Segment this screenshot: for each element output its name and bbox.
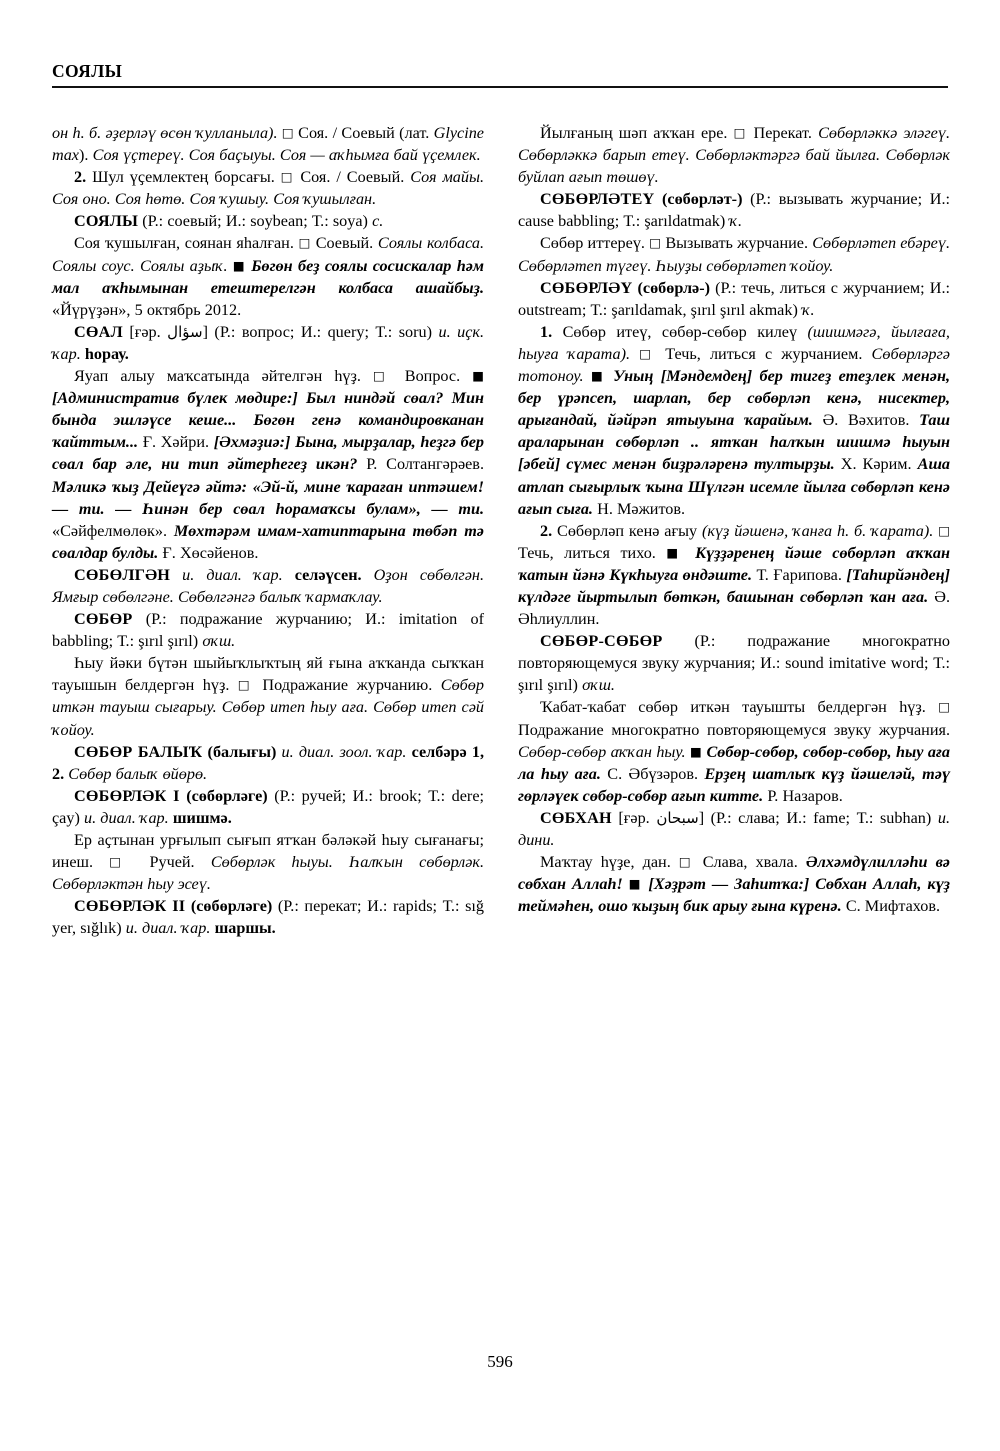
filled-square-marker: ■	[666, 544, 685, 560]
text-run: Йылғаның шәп аҡҡан ере.	[540, 124, 734, 142]
entry-block	[52, 895, 484, 939]
text-run: «Йүрүҙән», 5 октябрь 2012.	[52, 300, 242, 319]
entry-block	[518, 630, 950, 696]
italic-run: оҡш.	[582, 676, 615, 695]
bold-run: һорау.	[84, 344, 129, 363]
right-column	[518, 122, 950, 939]
filled-square-marker: ■	[690, 743, 703, 759]
columns-container	[52, 122, 950, 939]
bold-run: 2.	[540, 521, 553, 540]
entry-block	[52, 652, 484, 740]
text-run: Р. Назаров.	[767, 786, 843, 805]
text-run: Яуап алыу маҡсатында әйтелгән һүҙ.	[74, 367, 374, 386]
headword: СӨБӨРЛӘҮ	[540, 278, 633, 297]
citation-run: [Таһирйәндең] күлдәге йыртылып бөткән, башынан сөбөрләп ҡан ағa.	[518, 565, 951, 606]
italic-run: һ. б. әҙерләү өсөн ҡулланыла).	[72, 124, 282, 142]
citation-run: Мөхтәрәм имам-хатиптарына төбәп тә сөалдар булды.	[52, 521, 484, 562]
entry-block	[518, 122, 950, 188]
filled-square-marker: ■	[232, 257, 246, 273]
text-run: Слава, хвала.	[694, 853, 806, 872]
text-run: С. Мифтахов.	[845, 897, 941, 916]
left-column	[52, 122, 484, 939]
italic-run: Сөбөрләккә эләгеү. Сөбөрләккә барып етеү. Сөбөрләктәргә бай йылға. Сөбөрләк буйлап ағып төшөү.	[518, 124, 950, 187]
text-run: ] (Р.: слава; И.: fame; Т.: subhan)	[698, 808, 938, 827]
entry-block	[518, 232, 950, 276]
italic-run: он	[52, 124, 73, 142]
italic-run: ҡ.	[802, 300, 815, 319]
arabic-etymology: سؤال	[167, 322, 203, 341]
entry-block	[518, 520, 950, 630]
entry-block	[52, 608, 484, 652]
text-run: Н. Мәжитов.	[597, 499, 686, 518]
text-run: [ғәр.	[122, 322, 168, 341]
citation-run: Мәликә ҡыҙ Дейеүгә әйтә: «Эй-й, мине ҡараған иптәшем! — ти. — Һинән бер сөал һорамаҡсы булам», — ти.	[52, 477, 484, 518]
italic-run: и. диал. ҡар.	[170, 565, 295, 584]
filled-square-marker: ■	[590, 368, 606, 384]
bold-run: (сөбөрлә-)	[632, 278, 711, 297]
headword: СӨБӨРЛӘК I	[74, 786, 180, 805]
italic-run: Сөбөрләтеп ебәреү. Сөбөрләтеп түгеү. Һыуҙы сөбөрләтеп ҡойоу.	[518, 234, 951, 275]
text-run: (Р.: течь, литься с журчанием; И.: outstream; Т.: şarıldamak, şırıl şırıl akmak)	[518, 278, 951, 319]
entry-block	[518, 321, 950, 520]
headword: СОЯЛЫ	[74, 212, 139, 231]
text-run: Соя ҡушылған, соянан яһалған.	[74, 234, 299, 253]
italic-run: Соя майы. Соя оно. Соя һөтө. Соя ҡушыу. Соя ҡушылған.	[52, 168, 484, 209]
open-square-marker: □	[109, 854, 134, 870]
italic-run: и. дини.	[518, 808, 950, 849]
citation-run: Аша атлап сығырлыҡ ҡына Шүлгән исемле йылға сөбөрләп кенә ағып сыға.	[518, 455, 951, 518]
text-run: Соя. / Соевый (лат.	[293, 124, 434, 142]
entry-block	[52, 122, 484, 166]
entry-block	[52, 741, 484, 785]
text-run: Т. Ғарипова.	[756, 565, 847, 584]
italic-run: с.	[372, 212, 384, 231]
italic-run: (шишмәгә, йылғаға, һыуға ҡарата).	[518, 322, 950, 363]
text-run: ).	[78, 146, 93, 165]
bold-run: (сөбөрләге)	[185, 897, 273, 916]
page-number: 596	[487, 1352, 513, 1371]
citation-run: Сөбөр-сөбөр, сөбөр-сөбөр, һыу ағa ла һыу ағa.	[518, 742, 950, 783]
text-run: Маҡтау һүҙе, дан.	[540, 853, 679, 872]
text-run: (Р.: соевый; И.: soybean; Т.: soya)	[138, 212, 373, 231]
entry-block	[52, 321, 484, 365]
open-square-marker: □	[649, 235, 662, 251]
italic-run: Сөбөр балыҡ өйөрө.	[64, 764, 208, 783]
headword: СӨБХАН	[540, 808, 612, 827]
entry-block	[52, 829, 484, 895]
bold-run: 2.	[74, 168, 87, 187]
entry-block	[52, 365, 484, 564]
open-square-marker: □	[639, 345, 657, 361]
entry-block	[518, 851, 950, 917]
arabic-etymology: سبحان	[656, 808, 699, 827]
text-run: Вопрос.	[392, 367, 473, 386]
headword: СӨБӨР-СӨБӨР	[540, 632, 663, 651]
bold-run: (балығы)	[202, 742, 277, 761]
bold-run: (сөбөрләге)	[179, 786, 268, 805]
italic-run: и. диал. зоол. ҡар.	[276, 742, 412, 761]
bold-run: 1.	[540, 322, 553, 341]
text-run: (Р.: перекат; И.: rapids; Т.: sığ yer, sığlık)	[52, 897, 484, 938]
text-run: Соевый.	[310, 234, 378, 253]
italic-run: Glycine max	[52, 124, 484, 165]
bold-run: селбәрә 1, 2.	[52, 742, 485, 783]
headword: СӨАЛ	[74, 322, 123, 341]
text-run: Ҡабат-ҡабат сөбөр иткән тауышты белдергән һүҙ.	[540, 698, 939, 717]
italic-run: ҡ.	[729, 212, 742, 231]
citation-run: [Административ бүлек мөдире:] Был ниндәй сөал? Мин бында эшләүсе кеше... Бөгөн генә командировканан ҡайттым...	[52, 389, 484, 452]
bold-run: шишмә.	[172, 808, 232, 827]
text-run: Ә. Вәхитов.	[822, 411, 920, 430]
text-run: Р. Солтангәрәев.	[366, 455, 485, 474]
text-run: Ручей.	[133, 853, 211, 872]
citation-run: Күҙҙәренең йәше сөбөрләп аҡҡан ҡатын йәнә Күкһыуға өндәште.	[518, 543, 950, 584]
text-run: Ер аҫтынан урғылып сығып ятҡан бәләкәй һыу сығанағы; инеш.	[52, 831, 484, 872]
italic-run: Сөбөрләргә тотоноу.	[518, 344, 950, 386]
running-head-rule	[52, 86, 948, 88]
filled-square-marker: ■	[628, 876, 643, 892]
text-run: (Р.: ручей; И.: brook; Т.: dere; çay)	[52, 786, 484, 827]
citation-run: Бөгөн беҙ соялы сосискалар һәм мал аҡһымынан етештерелгән колбаса ашайбыҙ.	[52, 256, 485, 297]
text-run: Сөбөр итеү, сөбөр-сөбөр килеү	[552, 322, 808, 341]
italic-run: и. иҫк. ҡар.	[52, 322, 485, 363]
text-run: Һыу йәки бүтән шыйыҡлыҡтың яй ғына аҡҡанда сыҡҡан тауышын белдергән һүҙ.	[52, 654, 484, 695]
entry-block	[518, 277, 950, 321]
italic-run: оҡш.	[202, 632, 236, 651]
citation-run: [Хәҙрәт — Заһитҡа:] Сөбхан Аллаһ, күҙ теймәһен, ошо ҡыҙың бик арыу ғына күренә.	[518, 875, 950, 916]
text-run: (Р.: подражание журчанию; И.: imitation of babbling; Т.: şırıl şırıl)	[52, 610, 484, 651]
italic-run: Соя үҫтереү. Соя баҫыуы. Соя — аҡһымға бай үҫемлек.	[92, 146, 481, 165]
text-run: «Сәйфелмөлөк».	[52, 521, 174, 540]
text-run: Шул үҫемлектең борсағы.	[86, 168, 281, 187]
citation-run: [Әхмәҙиә:] Бына, мырҙалар, һеҙгә бер сөал бар әле, ни тип әйтерһегеҙ икән?	[52, 433, 484, 474]
text-run: Течь, литься с журчанием.	[656, 344, 872, 363]
bold-run: (сөбөрләт-)	[654, 190, 743, 209]
open-square-marker: □	[733, 125, 748, 140]
bold-run: селәүсен.	[294, 565, 362, 584]
citation-run: Таш араларынан сөбөрләп .. ятҡан һалҡын шишмә һыуын [әбей] сүмес менән биҙрәләренә тултырҙы.	[518, 411, 950, 474]
text-run: Подражание многократно повторяющемуся звуку журчания.	[518, 720, 950, 739]
italic-run: Сөбөрләк һыуы. Һалҡын сөбөрләк. Сөбөрләктән һыу эсеү.	[52, 853, 485, 894]
entry-block	[518, 188, 950, 232]
italic-run: и. диал. ҡар.	[125, 919, 215, 938]
open-square-marker: □	[938, 522, 950, 538]
text-run: (Р.: вызывать журчание; И.: cause babbling; Т.: şarıldatmak)	[518, 190, 950, 231]
text-run: Подражание журчанию.	[253, 676, 441, 695]
headword: СӨБӨРЛӘТЕҮ	[540, 190, 655, 209]
entry-block	[518, 807, 950, 851]
open-square-marker: □	[678, 854, 695, 870]
text-run: Ә. Әһлиуллин.	[518, 587, 950, 629]
text-run: Вызывать журчание.	[661, 234, 813, 253]
open-square-marker: □	[373, 368, 393, 384]
citation-run: Уның [Мәндемдең] бер тигеҙ етеҙлек менән, бер үрәпсеп, шарлап, бер сөбөрләп кенә, нисектер, арығандай, йәйрәп ятыуына ҡарайым.	[518, 367, 950, 430]
headword: СӨБӨЛГӘН	[74, 565, 171, 584]
filled-square-marker: ■	[472, 368, 485, 384]
citation-run: Ерҙең шатлыҡ күҙ йәшеләй, тәү гөрләүек сөбөр-сөбөр ағып китте.	[518, 764, 950, 805]
headword: СӨБӨРЛӘК II	[74, 897, 186, 916]
open-square-marker: □	[280, 169, 295, 185]
text-run: Перекат.	[747, 124, 819, 142]
text-run: ] (Р.: вопрос; И.: query; Т.: soru)	[202, 322, 439, 341]
text-run: С. Әбүзәров.	[607, 764, 705, 783]
text-run: Х. Кәрим.	[840, 455, 918, 474]
running-head	[52, 62, 948, 88]
text-run: Ғ. Хәйри.	[142, 433, 214, 452]
entry-block	[52, 166, 484, 210]
headword: СӨБӨР БАЛЫҠ	[74, 742, 203, 761]
text-run: Соя. / Соевый.	[294, 168, 411, 187]
italic-run: Сөбөр-сөбөр аҡҡан һыу.	[518, 742, 691, 761]
entry-block	[52, 785, 484, 829]
citation-run: Әлхәмдүлилләһи вә сөбхан Аллаһ!	[518, 853, 950, 894]
text-run: Ғ. Хөсәйенов.	[162, 543, 259, 562]
entry-block	[52, 232, 484, 320]
open-square-marker: □	[281, 125, 294, 140]
italic-run: Сөбөр иткән тауыш сығарыу. Сөбөр итеп һыу ағa. Сөбөр итеп сәй ҡойоу.	[52, 676, 484, 739]
text-run: (Р.: подражание многократно повторяющемуся звуку журчания; И.: sound imitative word; Т.: şırıl şırıl)	[518, 632, 950, 695]
text-run: Сөбөрләп кенә ағыу	[552, 521, 702, 540]
text-run: Течь, литься тихо.	[518, 543, 667, 562]
italic-run: (күҙ йәшенә, ҡанға һ. б. ҡарата).	[701, 521, 939, 540]
open-square-marker: □	[237, 677, 254, 693]
text-run: [ғәр.	[611, 808, 657, 827]
italic-run: Оҙон сөбөлгән. Ямғыр сөбөлгәне. Сөбөлгәнгә балыҡ ҡармаҡлау.	[52, 565, 485, 606]
open-square-marker: □	[938, 699, 950, 715]
entry-block	[52, 210, 484, 232]
text-run: Сөбөр иттереү.	[540, 234, 650, 253]
entry-block	[518, 696, 950, 806]
headword: СӨБӨР	[74, 610, 133, 629]
italic-run: Соялы колбаса. Соялы соус. Соялы аҙыҡ.	[52, 234, 484, 275]
entry-block	[52, 564, 484, 608]
running-head-title: СОЯЛЫ	[52, 61, 123, 81]
italic-run: и. диал. ҡар.	[84, 808, 173, 827]
open-square-marker: □	[298, 235, 311, 251]
bold-run: шаршы.	[214, 919, 276, 938]
